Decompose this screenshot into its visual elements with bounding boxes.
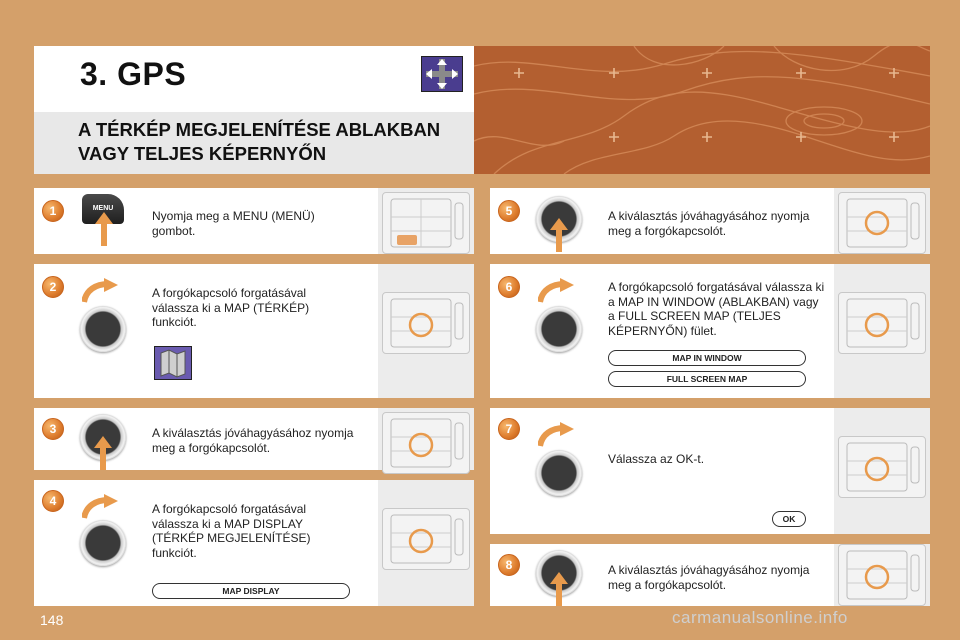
press-arrow-icon <box>550 572 568 606</box>
step-7-text: Válassza az OK-t. <box>608 452 705 466</box>
ok-option: OK <box>772 511 806 527</box>
rotary-knob-icon <box>536 450 582 496</box>
map-display-option: MAP DISPLAY <box>152 583 350 599</box>
control-panel-illustration <box>838 544 926 606</box>
rotary-knob-icon <box>80 520 126 566</box>
section-heading-line-2: VAGY TELJES KÉPERNYŐN <box>78 143 327 164</box>
rotate-arrow-icon <box>538 422 574 448</box>
header-map-texture <box>474 46 930 174</box>
control-panel-illustration <box>382 292 470 354</box>
step-3-badge: 3 <box>42 418 64 440</box>
step-4-text: A forgókapcsoló forgatásával válassza ki a MAP DISPLAY (TÉRKÉP MEGJELENÍTÉSE) funkciót. <box>152 502 311 560</box>
rotate-arrow-icon <box>82 278 118 304</box>
full-screen-map-option: FULL SCREEN MAP <box>608 371 806 387</box>
step-4-badge: 4 <box>42 490 64 512</box>
control-panel-illustration <box>838 292 926 354</box>
control-panel-illustration <box>838 192 926 254</box>
step-6-text: A forgókapcsoló forgatásával válassza ki a MAP IN WINDOW (ABLAKBAN) vagy a FULL SCREEN MAP (TELJES KÉPERNYŐN) fület. <box>608 280 825 338</box>
step-1-text: Nyomja meg a MENU (MENÜ) gombot. <box>152 209 315 238</box>
press-arrow-icon <box>94 436 112 470</box>
control-panel-illustration <box>382 412 470 474</box>
step-1-badge: 1 <box>42 200 64 222</box>
step-2-badge: 2 <box>42 276 64 298</box>
rotary-knob-icon <box>80 306 126 352</box>
step-8-text: A kiválasztás jóváhagyásához nyomja meg a forgókapcsolót. <box>608 563 810 592</box>
map-in-window-option: MAP IN WINDOW <box>608 350 806 366</box>
control-panel-illustration <box>838 436 926 498</box>
step-6-badge: 6 <box>498 276 520 298</box>
step-7-badge: 7 <box>498 418 520 440</box>
section-heading-line-1: A TÉRKÉP MEGJELENÍTÉSE ABLAKBAN <box>78 119 441 140</box>
step-2-text: A forgókapcsoló forgatásával válassza ki a MAP (TÉRKÉP) funkciót. <box>152 286 310 329</box>
step-8-badge: 8 <box>498 554 520 576</box>
menu-key-icon: MENU <box>82 194 124 224</box>
page-number: 148 <box>40 612 64 628</box>
control-panel-illustration <box>382 508 470 570</box>
watermark: carmanualsonline.info <box>672 608 848 627</box>
page-title: 3. GPS <box>80 56 187 92</box>
map-function-icon <box>154 346 192 380</box>
step-5-text: A kiválasztás jóváhagyásához nyomja meg a forgókapcsolót. <box>608 209 810 238</box>
step-3-text: A kiválasztás jóváhagyásához nyomja meg a forgókapcsolót. <box>152 426 354 455</box>
rotate-arrow-icon <box>82 494 118 520</box>
step-5-badge: 5 <box>498 200 520 222</box>
press-arrow-icon <box>95 212 113 246</box>
press-arrow-icon <box>550 218 568 252</box>
section-heading <box>78 118 478 166</box>
rotary-knob-icon <box>536 306 582 352</box>
control-panel-illustration <box>382 192 470 254</box>
rotate-arrow-icon <box>538 278 574 304</box>
gps-crossroads-icon <box>421 56 463 92</box>
